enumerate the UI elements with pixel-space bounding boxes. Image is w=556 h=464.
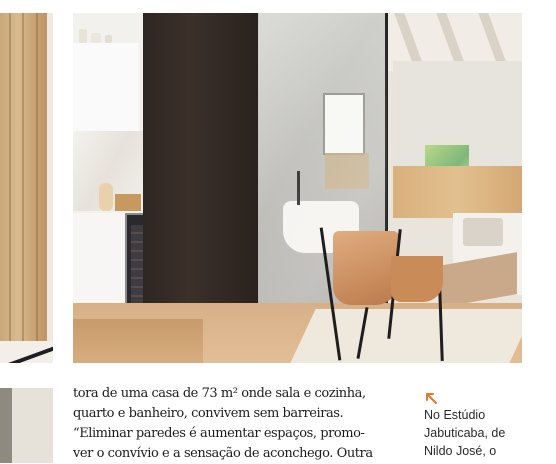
body-line: “Eliminar paredes é aumentar espaços, promo-: [73, 426, 365, 441]
photo-left-wood-room: [0, 13, 53, 363]
article-body-text: [73, 384, 410, 464]
photo-caption: [424, 406, 544, 460]
body-line: ver o convívio e a sensação de aconchego. Outra: [73, 446, 373, 461]
body-line: tora de uma casa de 73 m² onde sala e cozinha,: [73, 386, 366, 401]
photo-main-studio: [73, 13, 522, 363]
photo-left-bottom: [0, 388, 53, 463]
caption-line: Nildo José, o: [424, 444, 497, 458]
body-line: quarto e banheiro, convivem sem barreiras.: [73, 406, 344, 421]
arrow-up-left-icon: [424, 391, 438, 405]
caption-line: Jabuticaba, de: [424, 426, 506, 440]
caption-line: No Estúdio: [424, 408, 486, 422]
